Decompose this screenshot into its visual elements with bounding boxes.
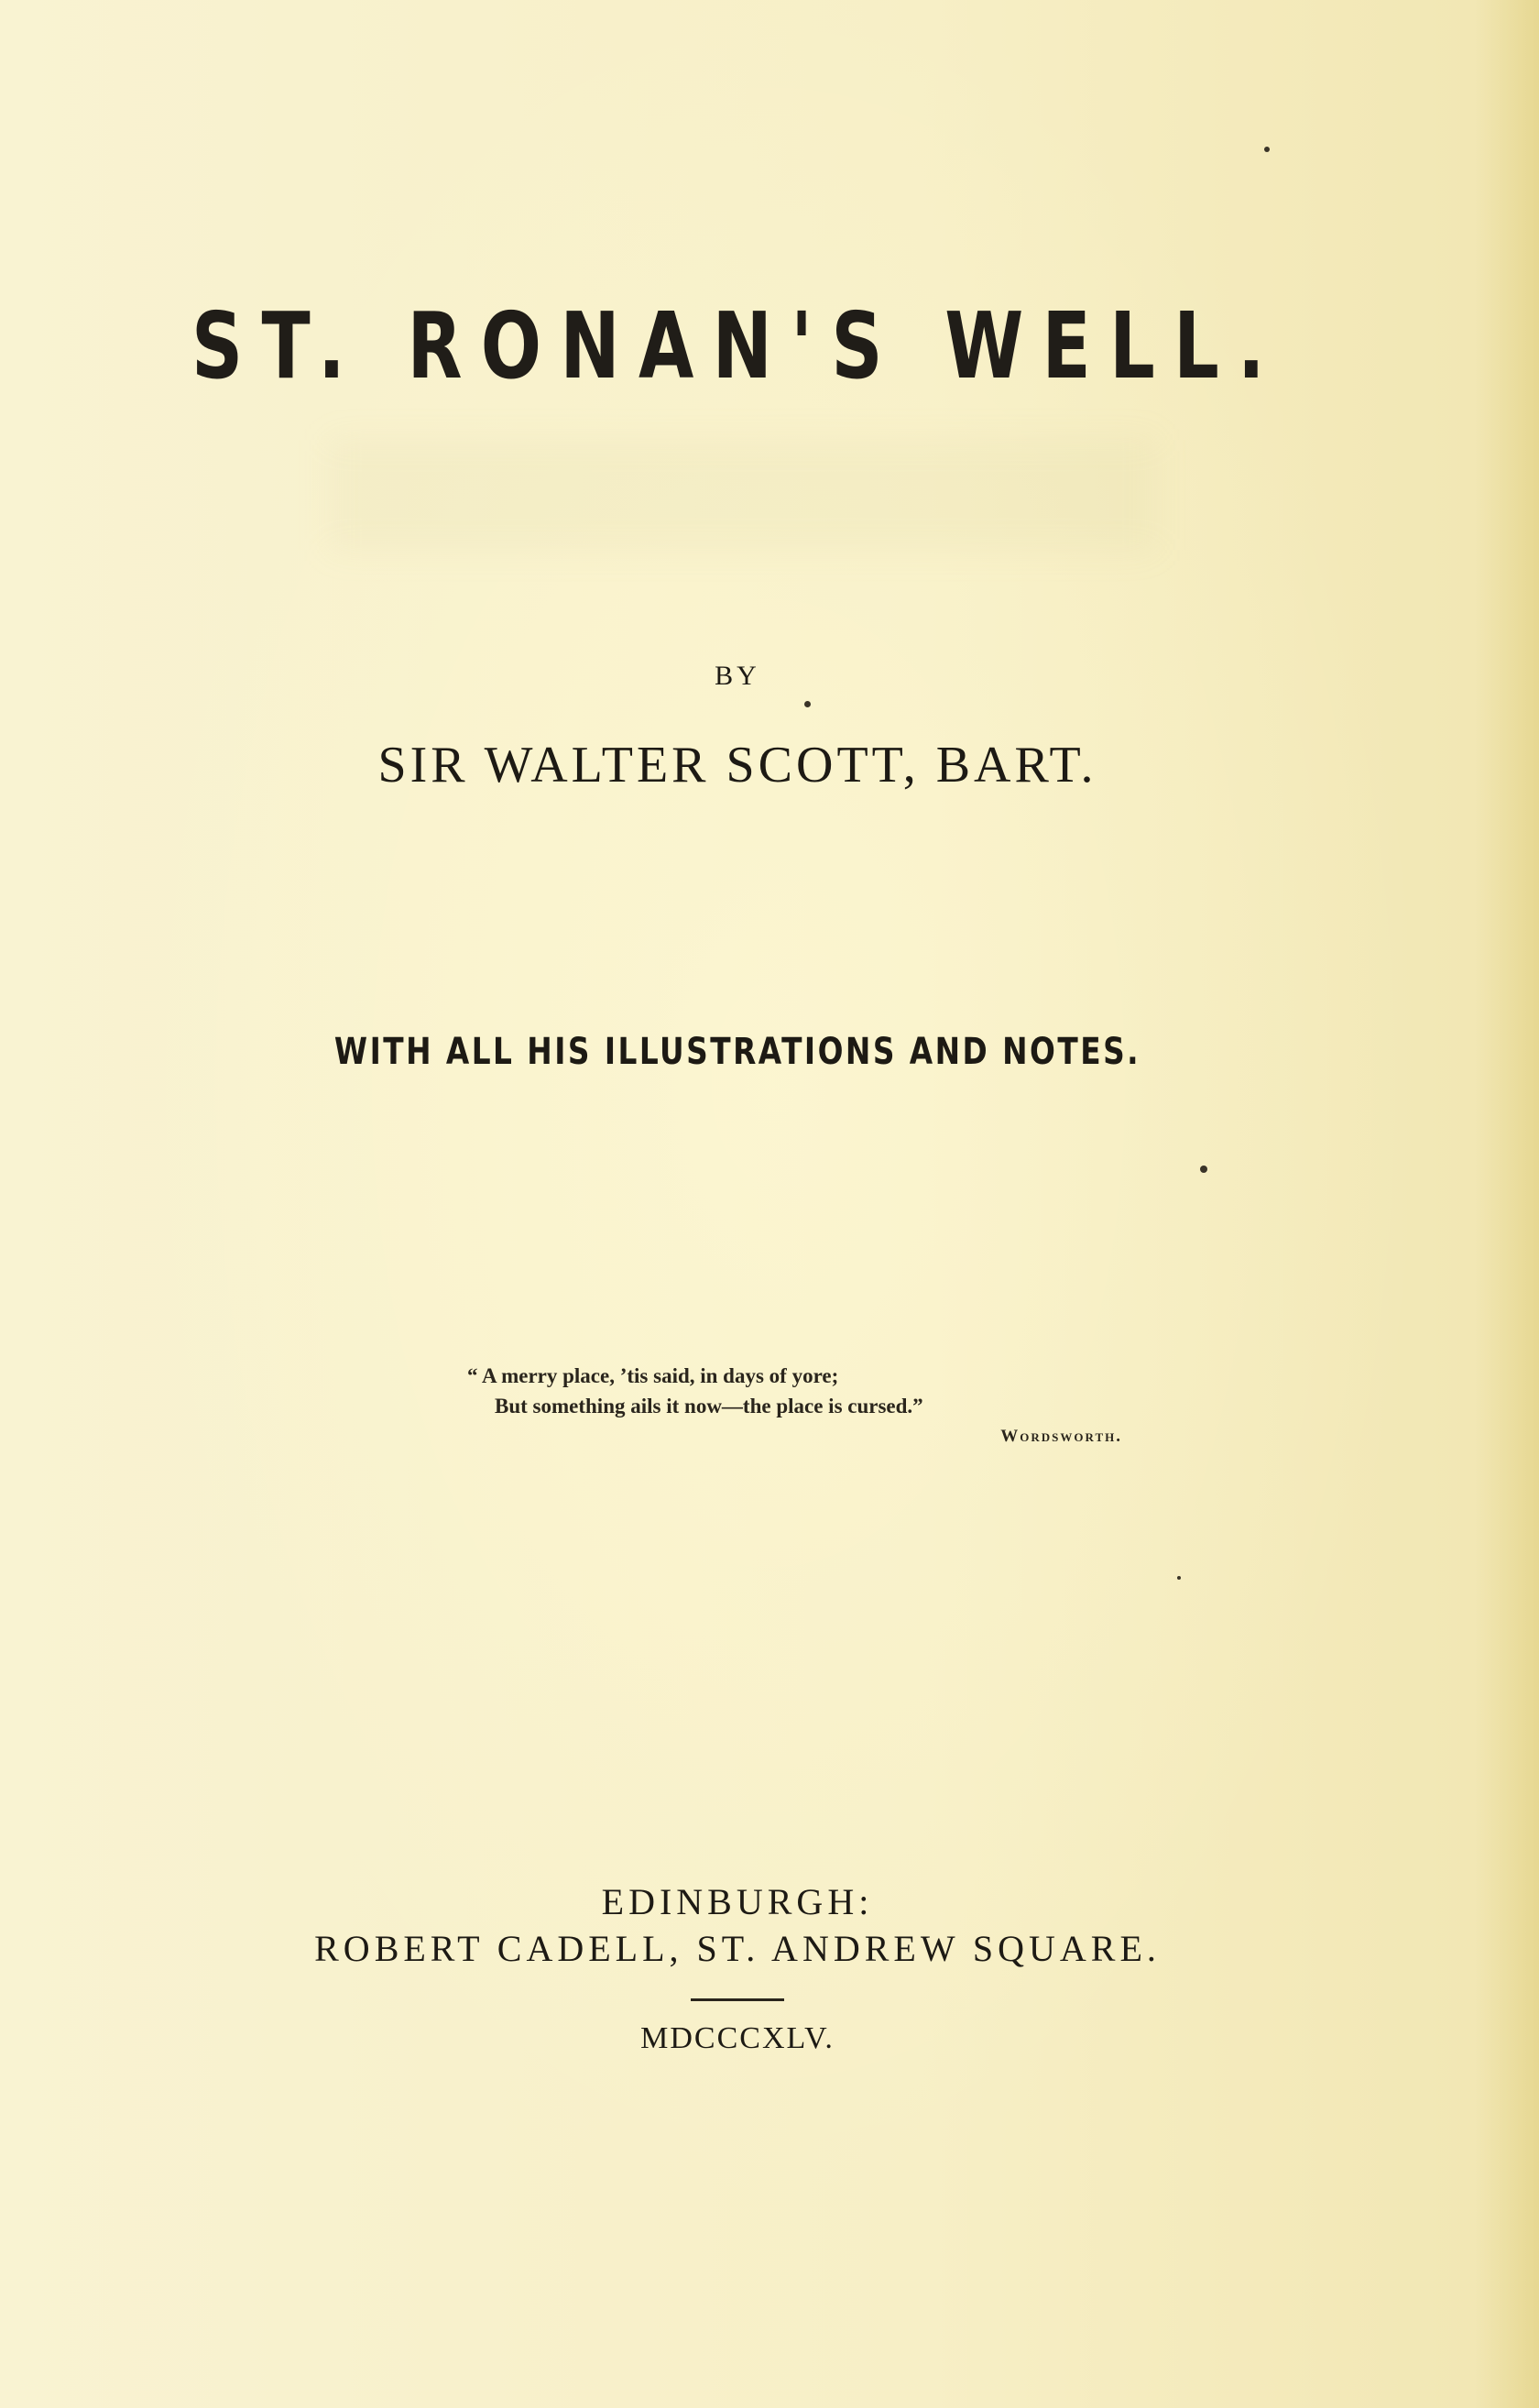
by-line: BY: [715, 661, 760, 691]
book-title: ST. RONAN'S WELL.: [191, 292, 1283, 400]
epigraph-line-2: But something ails it now—the place is cursed.”: [495, 1395, 923, 1417]
author-name: SIR WALTER SCOTT, BART.: [377, 737, 1097, 794]
ink-speck: [1200, 1166, 1207, 1173]
edition-subtitle: WITH ALL HIS ILLUSTRATIONS AND NOTES.: [333, 1031, 1141, 1073]
epigraph-attribution: Wordsworth.: [1000, 1427, 1122, 1446]
ink-speck: [1177, 1576, 1181, 1580]
imprint-city: EDINBURGH:: [601, 1881, 874, 1922]
imprint-publisher: ROBERT CADELL, ST. ANDREW SQUARE.: [314, 1928, 1161, 1969]
page-edge-shading: [1475, 0, 1539, 2408]
show-through-shadow: [330, 440, 1154, 550]
imprint-divider-rule: [691, 1998, 784, 2001]
imprint-year: MDCCCXLV.: [640, 2021, 835, 2055]
ink-speck: [1264, 147, 1270, 152]
epigraph: [467, 1361, 1127, 1451]
epigraph-line-1: “ A merry place, ’tis said, in days of yore;: [467, 1364, 839, 1387]
ink-speck: [804, 701, 811, 707]
